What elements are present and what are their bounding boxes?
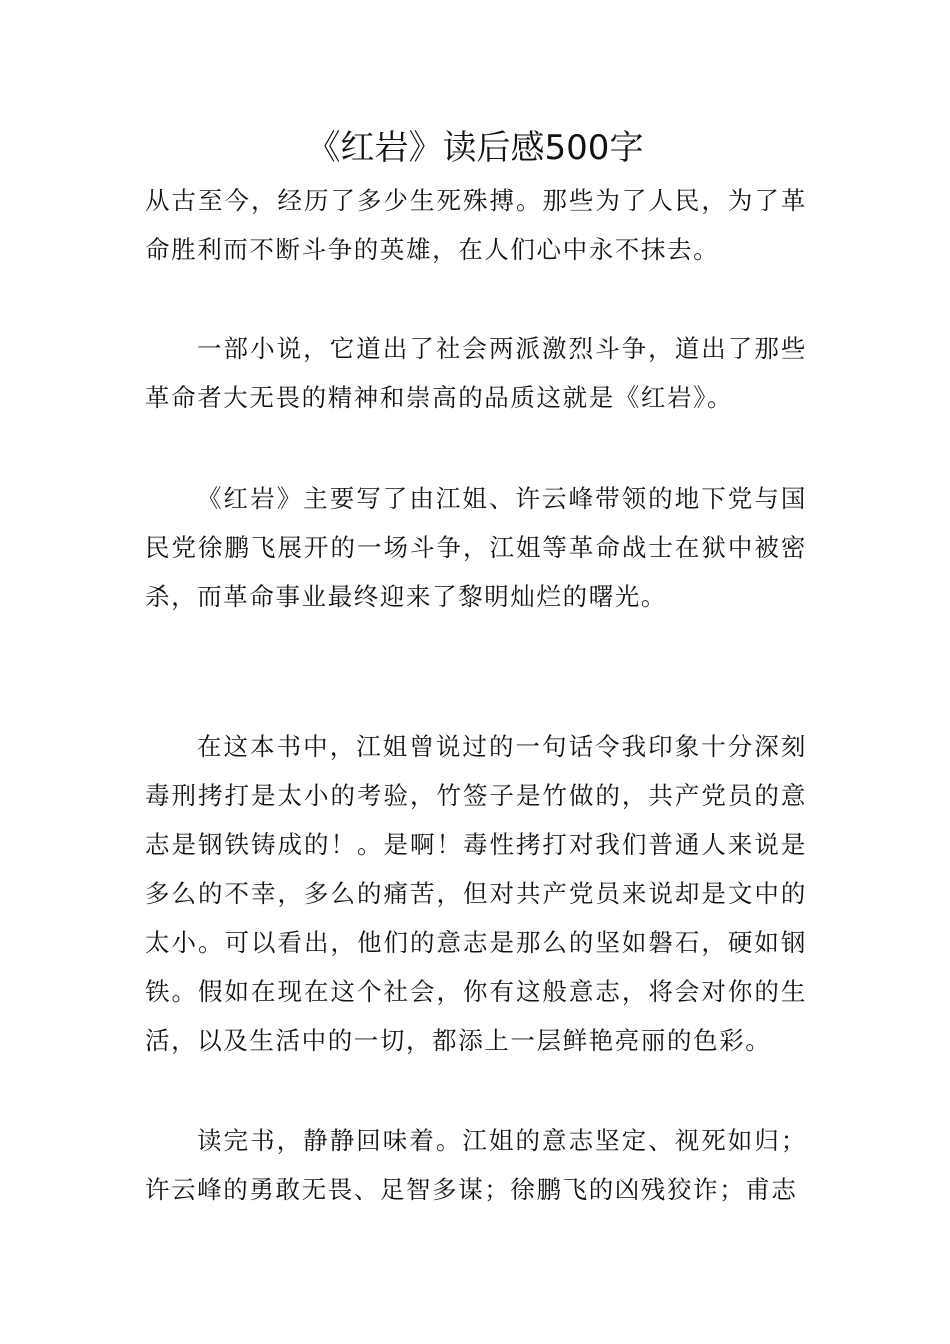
paragraph-1: 从古至今，经历了多少生死殊搏。那些为了人民，为了革命胜利而不断斗争的英雄，在人们心中永不抹去。 bbox=[145, 186, 807, 264]
paragraph-5: 读完书，静静回味着。江姐的意志坚定、视死如归；许云峰的勇敢无畏、足智多谋；徐鹏飞的凶残狡诈；甫志 bbox=[145, 1126, 807, 1204]
paragraph-3: 《红岩》主要写了由江姐、许云峰带领的地下党与国民党徐鹏飞展开的一场斗争，江姐等革命战士在狱中被密杀，而革命事业最终迎来了黎明灿烂的曙光。 bbox=[145, 484, 807, 611]
paragraph-4: 在这本书中，江姐曾说过的一句话令我印象十分深刻毒刑拷打是太小的考验，竹签子是竹做的，共产党员的意志是钢铁铸成的！。是啊！毒性拷打对我们普通人来说是多么的不幸，多么的痛苦，但对共产党员来说却是文中的太小。可以看出，他们的意志是那么的坚如磐石，硬如钢铁。假如在现在这个社会，你有这般意志，将会对你的生活，以及生活中的一切，都添上一层鲜艳亮丽的色彩。 bbox=[145, 732, 807, 1055]
paragraph-2: 一部小说，它道出了社会两派激烈斗争，道出了那些革命者大无畏的精神和崇高的品质这就是《红岩》。 bbox=[145, 334, 807, 412]
document-title: 《红岩》读后感500字 bbox=[306, 128, 644, 168]
